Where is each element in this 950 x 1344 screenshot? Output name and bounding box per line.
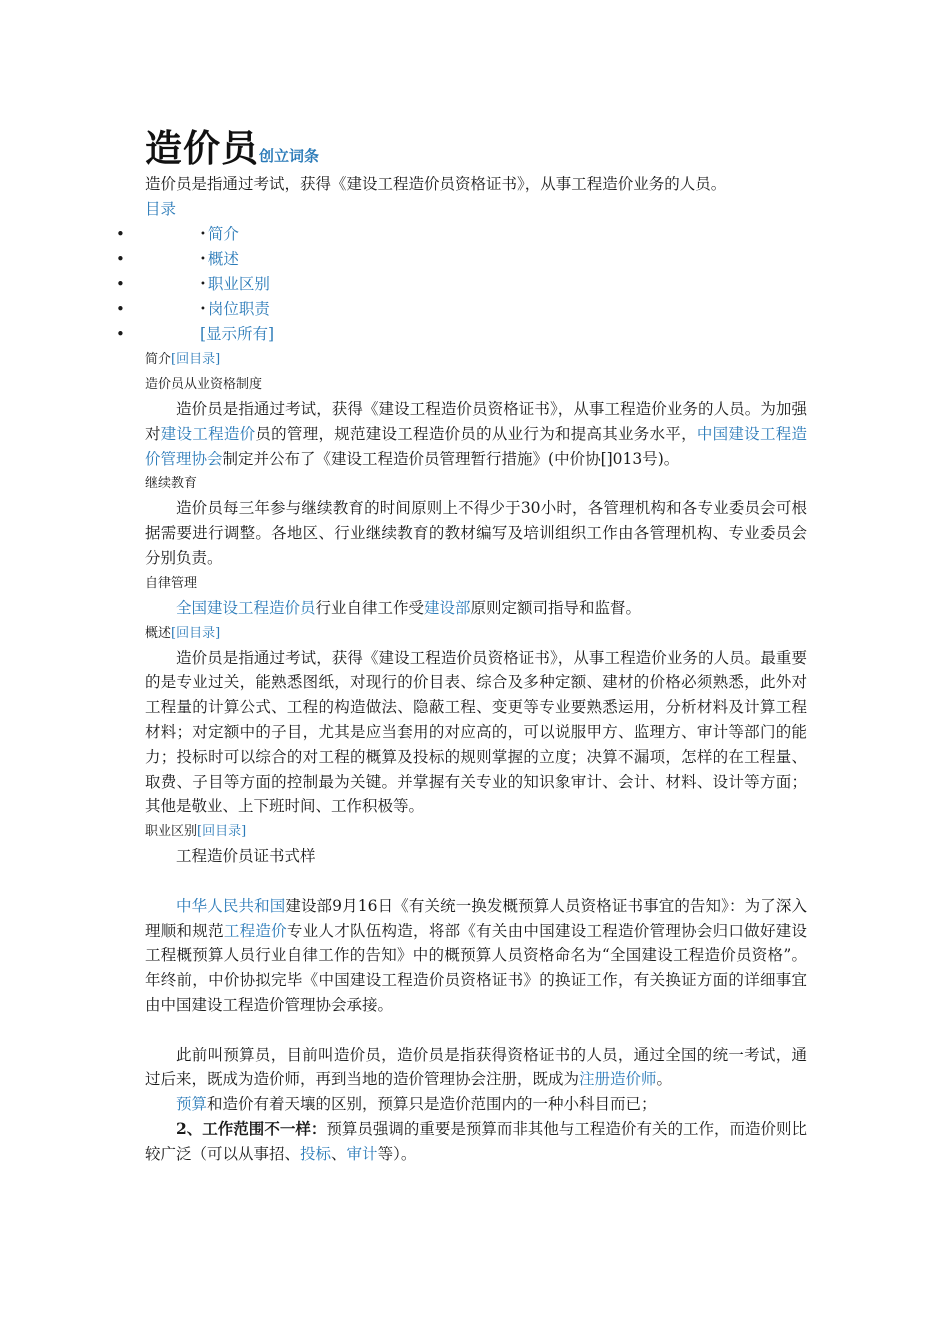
paragraph: 造价员是指通过考试，获得《建设工程造价员资格证书》，从事工程造价业务的人员。为加强对建设工程造价员的管理，规范建设工程造价员的从业行为和提高其业务水平，中国建设工程造价管理协会制定并公布了《建设工程造价员管理暂行措施》(中价协[]013号)。: [145, 400, 807, 468]
link-engineering-cost[interactable]: 工程造价: [223, 921, 287, 940]
link-prc[interactable]: 中华人民共和国: [176, 896, 286, 915]
paragraph: 造价员是指通过考试，获得《建设工程造价员资格证书》，从事工程造价业务的人员。最重要的是专业过关，能熟悉图纸，对现行的价目表、综合及多种定额、建材的价格必须熟悉，此外对工程量的计算公式、工程的构造做法、隐蔽工程、变更等专业要熟悉运用，分析材料及计算工程材料；对定额中的子目，尤其是应当套用的对应高的，可以说服甲方、监理方、审计等部门的能力；投标时可以综合的对工程的概算及投标的规则掌握的立度；决算不漏项，怎样的在工程量、取费、子目等方面的控制最为关键。并掌握有关专业的知识象审计、会计、材料、设计等方面；其他是敬业、上下班时间、工作积极等。: [145, 648, 807, 816]
link-ministry-construction[interactable]: 建设部: [424, 598, 471, 617]
link-construction-cost[interactable]: 建设工程造价: [160, 424, 256, 443]
create-entry-link[interactable]: 创立词条: [259, 147, 320, 165]
paragraph: 此前叫预算员，目前叫造价员，造价员是指获得资格证书的人员，通过全国的统一考试，通过后来，既成为造价师，再到当地的造价管理协会注册，既成为注册造价师。: [145, 1045, 807, 1089]
back-to-toc-link[interactable]: [回目录]: [197, 824, 247, 840]
link-registered-cost-engineer[interactable]: 注册造价师: [579, 1070, 657, 1089]
dot-icon: •: [200, 279, 206, 290]
image-caption: 工程造价员证书式样: [176, 847, 316, 866]
dot-icon: •: [200, 254, 206, 265]
toc-item: [116, 297, 807, 322]
subheading: 自律管理: [145, 575, 198, 591]
toc-label-link[interactable]: 目录: [145, 200, 177, 218]
toc-item: [116, 222, 807, 247]
link-bidding[interactable]: 投标: [300, 1144, 332, 1163]
page-title: 造价员: [145, 127, 259, 170]
dot-icon: •: [200, 304, 206, 315]
link-china-cost-association[interactable]: 中国建设工程造价管理协会: [145, 424, 807, 468]
bullet-icon: •: [116, 325, 125, 343]
toc-link-overview[interactable]: 概述: [207, 250, 239, 268]
toc-link-intro[interactable]: 简介: [207, 225, 239, 243]
table-of-contents: [116, 222, 807, 347]
section-heading-intro: 简介[回目录]: [145, 352, 221, 367]
toc-item: [116, 272, 807, 297]
paragraph: 2、工作范围不一样：预算员强调的重要是预算而非其他与工程造价有关的工作，而造价则比较广泛（可以从事招、投标、审计等）。: [145, 1118, 807, 1163]
toc-link-career[interactable]: 职业区别: [207, 275, 270, 293]
toc-link-duties[interactable]: 岗位职责: [207, 300, 270, 318]
bullet-icon: •: [116, 275, 125, 293]
section-heading-career: 职业区别[回目录]: [145, 824, 247, 840]
bullet-icon: •: [116, 300, 125, 318]
bullet-icon: •: [116, 250, 125, 268]
subheading: 造价员从业资格制度: [145, 377, 263, 392]
article: [116, 126, 807, 1167]
back-to-toc-link[interactable]: [回目录]: [171, 352, 221, 367]
link-national-cost-engineer[interactable]: 全国建设工程造价员: [176, 598, 316, 617]
summary: 造价员是指通过考试，获得《建设工程造价员资格证书》，从事工程造价业务的人员。: [145, 175, 727, 193]
section-heading-overview: 概述[回目录]: [145, 625, 221, 641]
paragraph: 预算和造价有着天壤的区别，预算只是造价范围内的一种小科目而已；: [176, 1095, 657, 1114]
toc-show-all-link[interactable]: [显示所有]: [200, 325, 275, 343]
subheading: 继续教育: [145, 476, 198, 492]
title-row: [145, 126, 807, 172]
paragraph: 全国建设工程造价员行业自律工作受建设部原则定额司指导和监督。: [176, 598, 642, 617]
toc-item: [116, 322, 807, 347]
back-to-toc-link[interactable]: [回目录]: [171, 625, 221, 641]
bullet-icon: •: [116, 225, 125, 243]
link-budget[interactable]: 预算: [176, 1095, 208, 1114]
dot-icon: •: [200, 229, 206, 240]
paragraph: 中华人民共和国建设部9月16日《有关统一换发概预算人员资格证书事宜的告知》：为了深入理顺和规范工程造价专业人才队伍构造，将部《有关由中国建设工程造价管理协会归口做好建设工程概预算人员行业自律工作的告知》中的概预算人员资格命名为“全国建设工程造价员资格”。年终前，中价协拟完毕《中国建设工程造价员资格证书》的换证工作，有关换证方面的详细事宜由中国建设工程造价管理协会承接。: [145, 896, 807, 1014]
link-audit[interactable]: 审计: [346, 1144, 378, 1163]
toc-item: [116, 247, 807, 272]
paragraph: 造价员每三年参与继续教育的时间原则上不得少于30小时，各管理机构和各专业委员会可根据需要进行调整。各地区、行业继续教育的教材编写及培训组织工作由各管理机构、专业委员会分别负责。: [145, 499, 807, 567]
